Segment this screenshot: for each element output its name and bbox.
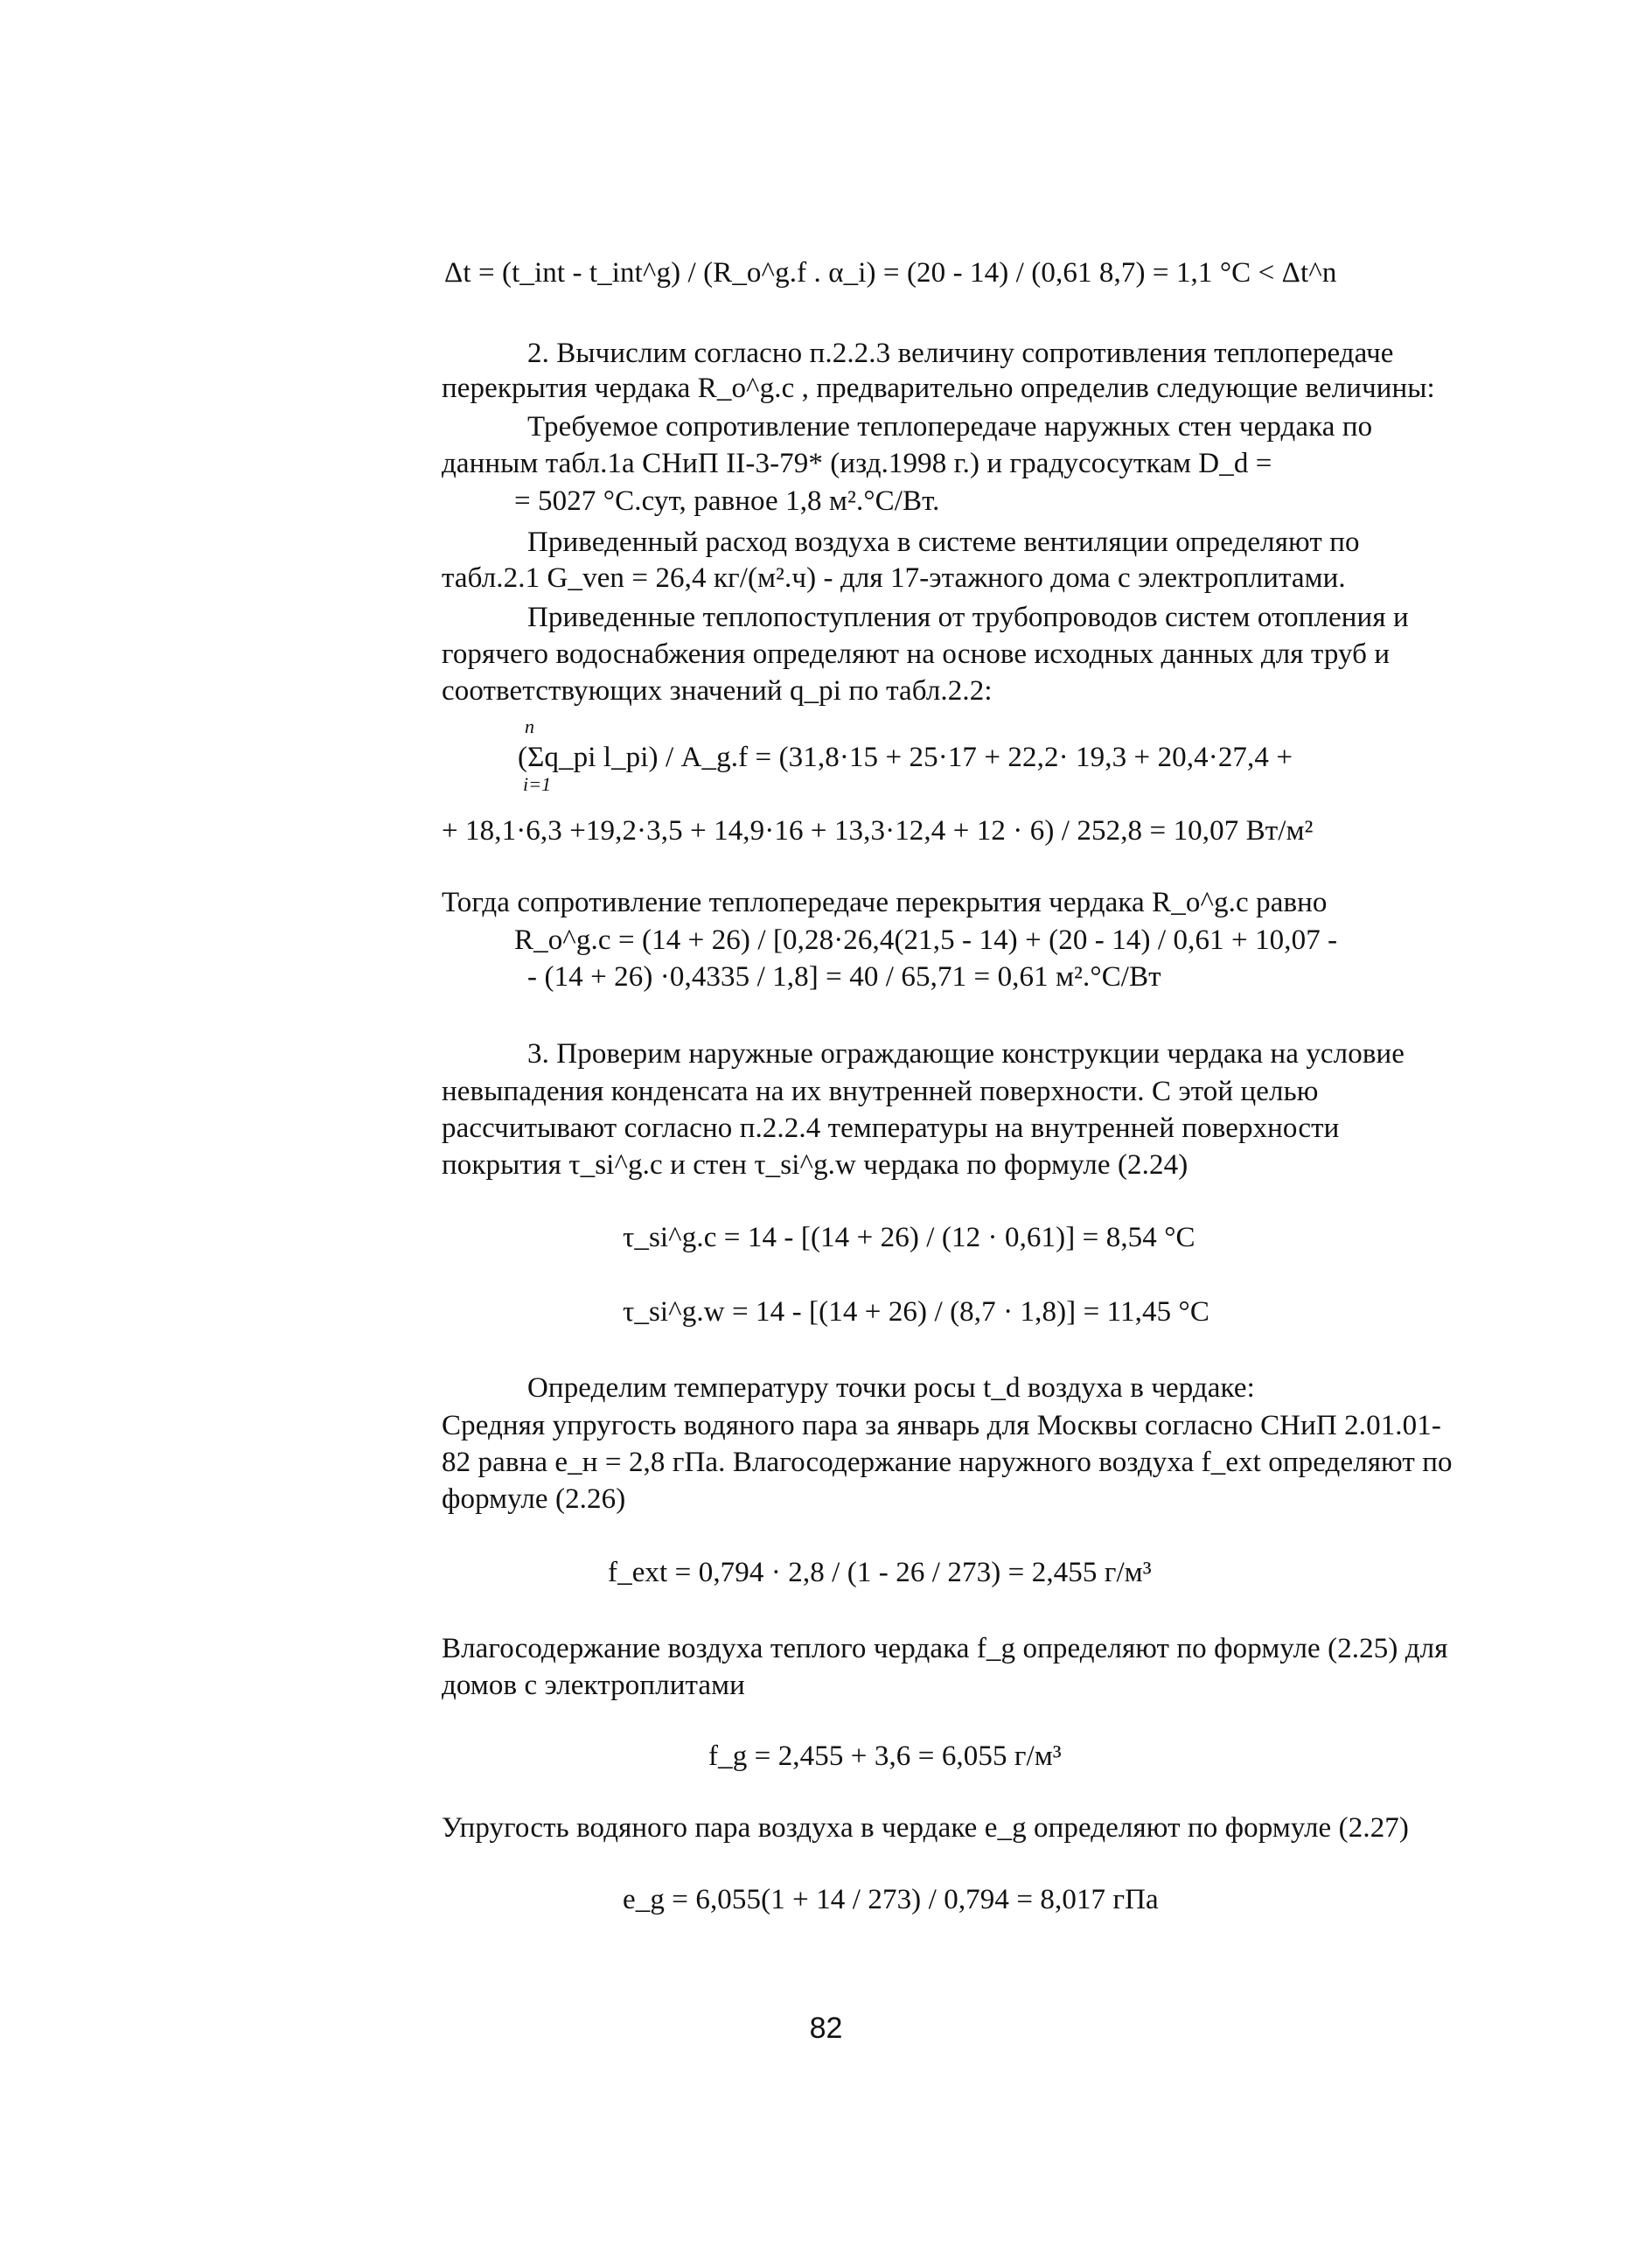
text-line: 3. Проверим наружные ограждающие конструкции чердака на условие [527, 1038, 1405, 1070]
sum-lower-limit: i=1 [523, 773, 552, 795]
text-line: = 5027 °С.сут, равное 1,8 м².°С/Вт. [514, 485, 940, 517]
text-line: Средняя упругость водяного пара за январь для Москвы согласно СНиП 2.01.01- [442, 1410, 1441, 1441]
sum-upper-limit: n [525, 715, 535, 737]
formula-resistance-cont: - (14 + 26) ·0,4335 / 1,8] = 40 / 65,71 = 0,61 м².°С/Вт [527, 961, 1161, 993]
formula-resistance: R_o^g.c = (14 + 26) / [0,28·26,4(21,5 - 14) + (20 - 14) / 0,61 + 10,07 - [514, 924, 1338, 956]
text-line: перекрытия чердака R_o^g.c , предварительно определив следующие величины: [442, 373, 1435, 404]
text-line: Приведенный расход воздуха в системе вентиляции определяют по [527, 527, 1360, 558]
text-line: Тогда сопротивление теплопередаче перекрытия чердака R_o^g.c равно [442, 887, 1328, 918]
formula-tau-ceiling: τ_si^g.c = 14 - [(14 + 26) / (12 · 0,61)] = 8,54 °С [623, 1222, 1195, 1253]
text-line: Упругость водяного пара воздуха в чердаке e_g определяют по формуле (2.27) [442, 1812, 1409, 1844]
formula-heat-gain: (Σq_pi l_pi) / A_g.f = (31,8·15 + 25·17 + 22,2· 19,3 + 20,4·27,4 + [518, 742, 1293, 773]
text-line: рассчитывают согласно п.2.2.4 температуры на внутренней поверхности [442, 1113, 1340, 1144]
text-line: табл.2.1 G_ven = 26,4 кг/(м².ч) - для 17-этажного дома с электроплитами. [442, 562, 1346, 594]
text-line: данным табл.1а СНиП II-3-79* (изд.1998 г.) и градусосуткам D_d = [442, 448, 1272, 479]
text-line: горячего водоснабжения определяют на основе исходных данных для труб и [442, 638, 1391, 670]
text-line: формуле (2.26) [442, 1483, 626, 1515]
text-line: Приведенные теплопоступления от трубопроводов систем отопления и [527, 602, 1409, 633]
formula-f-g: f_g = 2,455 + 3,6 = 6,055 г/м³ [708, 1740, 1062, 1772]
page-number: 82 [809, 2012, 843, 2045]
text-line: 2. Вычислим согласно п.2.2.3 величину сопротивления теплопередаче [527, 338, 1394, 369]
text-line: Определим температуру точки росы t_d воздуха в чердаке: [527, 1372, 1255, 1404]
formula-delta-t: Δt = (t_int - t_int^g) / (R_o^g.f . α_i) = (20 - 14) / (0,61 8,7) = 1,1 °С < Δt^n [444, 257, 1337, 289]
text-line: невыпадения конденсата на их внутренней поверхности. С этой целью [442, 1076, 1319, 1107]
text-line: покрытия τ_si^g.c и стен τ_si^g.w чердака по формуле (2.24) [442, 1149, 1188, 1181]
formula-tau-wall: τ_si^g.w = 14 - [(14 + 26) / (8,7 · 1,8)] = 11,45 °С [623, 1296, 1209, 1328]
text-line: домов с электроплитами [442, 1670, 745, 1701]
text-line: 82 равна e_н = 2,8 гПа. Влагосодержание наружного воздуха f_ext определяют по [442, 1447, 1453, 1478]
text-line: Требуемое сопротивление теплопередаче наружных стен чердака по [527, 411, 1373, 443]
text-line: Влагосодержание воздуха теплого чердака f_g определяют по формуле (2.25) для [442, 1633, 1448, 1664]
formula-heat-gain-cont: + 18,1·6,3 +19,2·3,5 + 14,9·16 + 13,3·12,4 + 12 · 6) / 252,8 = 10,07 Вт/м² [442, 815, 1314, 847]
formula-f-ext: f_ext = 0,794 · 2,8 / (1 - 26 / 273) = 2,455 г/м³ [608, 1557, 1152, 1588]
text-line: соответствующих значений q_pi по табл.2.2: [442, 675, 993, 707]
formula-e-g: e_g = 6,055(1 + 14 / 273) / 0,794 = 8,017 гПа [623, 1884, 1159, 1915]
